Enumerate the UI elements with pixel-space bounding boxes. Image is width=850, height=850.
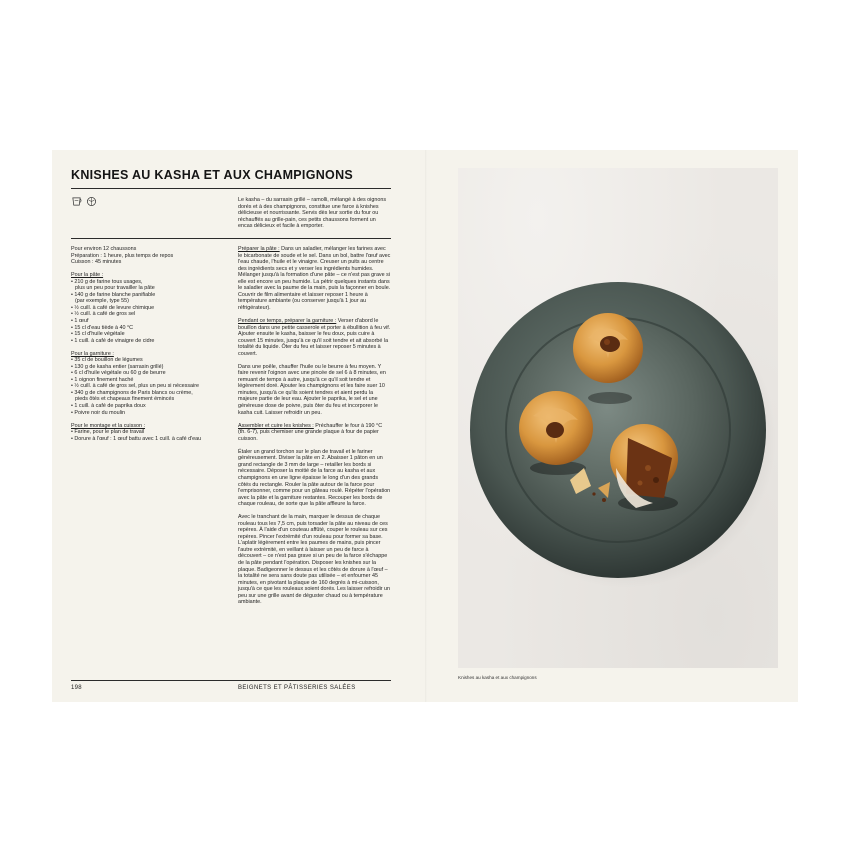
page-number: 198 — [71, 685, 82, 691]
assembly-heading: Pour le montage et la cuisson : — [71, 422, 146, 429]
cook-time: Cuisson : 45 minutes — [71, 259, 122, 266]
allergen-icon — [86, 196, 97, 207]
ingredient-item: • 1 cuill. à café de vinaigre de cidre — [71, 337, 155, 344]
step-text: Avec le tranchant de la main, marquer le dessus de chaque rouleau tous les 7,5 cm, puis torsader la pâte au niveau de ces repères. À l'aide d'un couteau affûté, couper le rouleau sur ces repères. Pincer l'extrémité d'un rouleau pour former sa base. L'aplatir légèrement entre les paumes de mains, puis pincer l'autre extrémité, en veillant à laisser un peu de farce à découvert – ce n'est pas grave si un peu de la farce s'échappe de la pâte pendant l'opération. Disposer les knishes sur la plaque. Badigeonner le dessus et les côtés de dorure à l'œuf – la totalité ne sera sans doute pas utilisée – et enfourner 45 minutes, en pivotant la plaque de 160 degrés à mi-cuisson, jusqu'à ce que les rouleaux soient dorés. Les laisser refroidir un peu sur une grille avant de déguster chaud ou à température ambiante. — [238, 514, 391, 606]
ingredient-item: • 210 g de farine tous usages, — [71, 278, 143, 285]
footer-divider — [71, 680, 391, 681]
method-column — [238, 246, 391, 606]
step-text: Dans un saladier, mélanger les farines avec le bicarbonate de soude et le sel. Dans un bol, battre l'œuf avec l'eau chaude, l'huile et le vinaigre. Creuser un puits au centre des ingrédients secs et y verser les ingrédients humides. Mélanger jusqu'à la formation d'une pâte – ce n'est pas grave si elle est encore un peu humide. La pétrir quelques instants dans le saladier avec la paume de la main, puis la façonner en boule. Couvrir de film alimentaire et laisser reposer 1 heure à température ambiante (ou conserver jusqu'à 1 jour au réfrigérateur). — [238, 246, 391, 311]
ingredient-item: • 15 cl d'eau tiède à 40 °C — [71, 324, 134, 331]
filling-heading: Pour la garniture : — [71, 350, 114, 357]
measuring-cup-icon — [71, 196, 82, 207]
ingredient-item: plus un peu pour travailler la pâte — [75, 285, 155, 292]
ingredient-item: • Dorure à l'œuf : 1 œuf battu avec 1 cuill. à café d'eau — [71, 435, 202, 442]
header-divider — [71, 238, 391, 239]
recipe-intro: Le kasha – du sarrasin grillé – ramolli, mélangé à des oignons dorés et à des champignons, constitue une farce à knishes délicieuse et nourrissante. Servis dès leur sortie du four ou réchauffés au grille-pain, ces petits chaussons forment un encas délicieux et facile à emporter. — [238, 197, 387, 230]
method-step — [238, 364, 391, 416]
ingredient-item: • Poivre noir du moulin — [71, 409, 126, 416]
ingredients-column — [71, 246, 221, 442]
method-step — [238, 449, 391, 508]
step-text: Étaler un grand torchon sur le plan de travail et le fariner généreusement. Diviser la pâte en 2. Abaisser 1 pâton en un grand rectangle de 3 mm de large – retailler les bords si nécessaire. Déposer la moitié de la farce au kasha et aux champignons en une ligne épaisse le long d'un des grands côtés du rectangle. Rouler la pâte autour de la farce pour l'emprisonner, comme pour un gâteau roulé. Répéter l'opération avec la pâte et la garniture restantes. Recouper les bords de chaque rouleau, de sorte que la pâte affleure la farce. — [238, 448, 391, 508]
ingredient-item: pieds ôtés et chapeaux finement émincés — [75, 396, 175, 403]
method-step — [238, 318, 391, 357]
ingredient-item: • Farine, pour le plan de travail — [71, 429, 145, 436]
ingredient-item: • 35 cl de bouillon de légumes — [71, 357, 143, 364]
method-step — [238, 514, 391, 606]
method-step — [238, 246, 391, 311]
servings: Pour environ 12 chaussons — [71, 246, 137, 252]
ingredient-item: • ½ cuill. à café de gros sel, plus un peu si nécessaire — [71, 383, 200, 390]
recipe-icons — [71, 196, 97, 207]
ingredient-item: • 340 g de champignons de Paris blancs ou crème, — [71, 389, 193, 396]
ingredient-item: • 6 cl d'huile végétale ou 60 g de beurre — [71, 370, 166, 377]
ingredient-item: • 15 cl d'huile végétale — [71, 331, 125, 338]
ingredient-item: • ½ cuill. à café de levure chimique — [71, 304, 155, 311]
ingredient-item: • 1 œuf — [71, 317, 89, 324]
step-heading: Pendant ce temps, préparer la garniture : — [238, 317, 337, 324]
dough-heading: Pour la pâte : — [71, 272, 104, 279]
recipe-title: KNISHES AU KASHA ET AUX CHAMPIGNONS — [71, 168, 354, 182]
ingredient-item: • 140 g de farine blanche panifiable — [71, 291, 156, 298]
ingredient-item: • ½ cuill. à café de gros sel — [71, 311, 136, 318]
ingredient-item: • 1 oignon finement haché — [71, 376, 134, 383]
knishes-plate-illustration — [458, 168, 778, 668]
page-gutter — [425, 150, 427, 702]
ingredient-item: • 130 g de kasha entier (sarrasin grillé) — [71, 363, 164, 370]
method-step — [238, 423, 391, 443]
step-text: Verser d'abord le bouillon dans une petite casserole et porter à ébullition à feu vif. Ajouter ensuite le kasha, baisser le feu doux, puis cuire à couvert 15 minutes, jusqu'à ce qu'il soit tendre et ait absorbé la totalité du liquide. Ôter du feu et laisser reposer 5 minutes à couvert. — [238, 317, 391, 357]
section-title: BEIGNETS ET PÂTISSERIES SALÉES — [238, 685, 356, 691]
prep-time: Préparation : 1 heure, plus temps de repos — [71, 252, 174, 259]
photo-caption: Knishes au kasha et aux champignons — [458, 675, 537, 680]
ingredient-item: • 1 cuill. à café de paprika doux — [71, 403, 146, 410]
title-divider — [71, 188, 391, 189]
step-text: Dans une poêle, chauffer l'huile ou le beurre à feu moyen. Y faire revenir l'oignon avec une pincée de sel 6 à 8 minutes, en remuant de temps à autre, jusqu'à ce qu'il soit tendre et légèrement doré. Ajouter les champignons et les faire suer 10 minutes, jusqu'à ce qu'ils soient tendres et aient perdu la majeure partie de leur eau. Ajouter le paprika, le sel et une généreuse dose de poivre, puis ôter du feu et incorporer le kasha cuit. Laisser refroidir un peu. — [238, 363, 386, 416]
recipe-photo — [458, 168, 778, 668]
step-heading: Assembler et cuire les knishes : — [238, 422, 314, 429]
ingredient-item: (par exemple, type 55) — [75, 298, 129, 305]
step-text: Préchauffer le four à 190 °C (th. 6-7), puis chemiser une grande plaque à four de papier cuisson. — [238, 422, 383, 442]
book-spread — [52, 150, 798, 702]
step-heading: Préparer la pâte : — [238, 246, 280, 252]
